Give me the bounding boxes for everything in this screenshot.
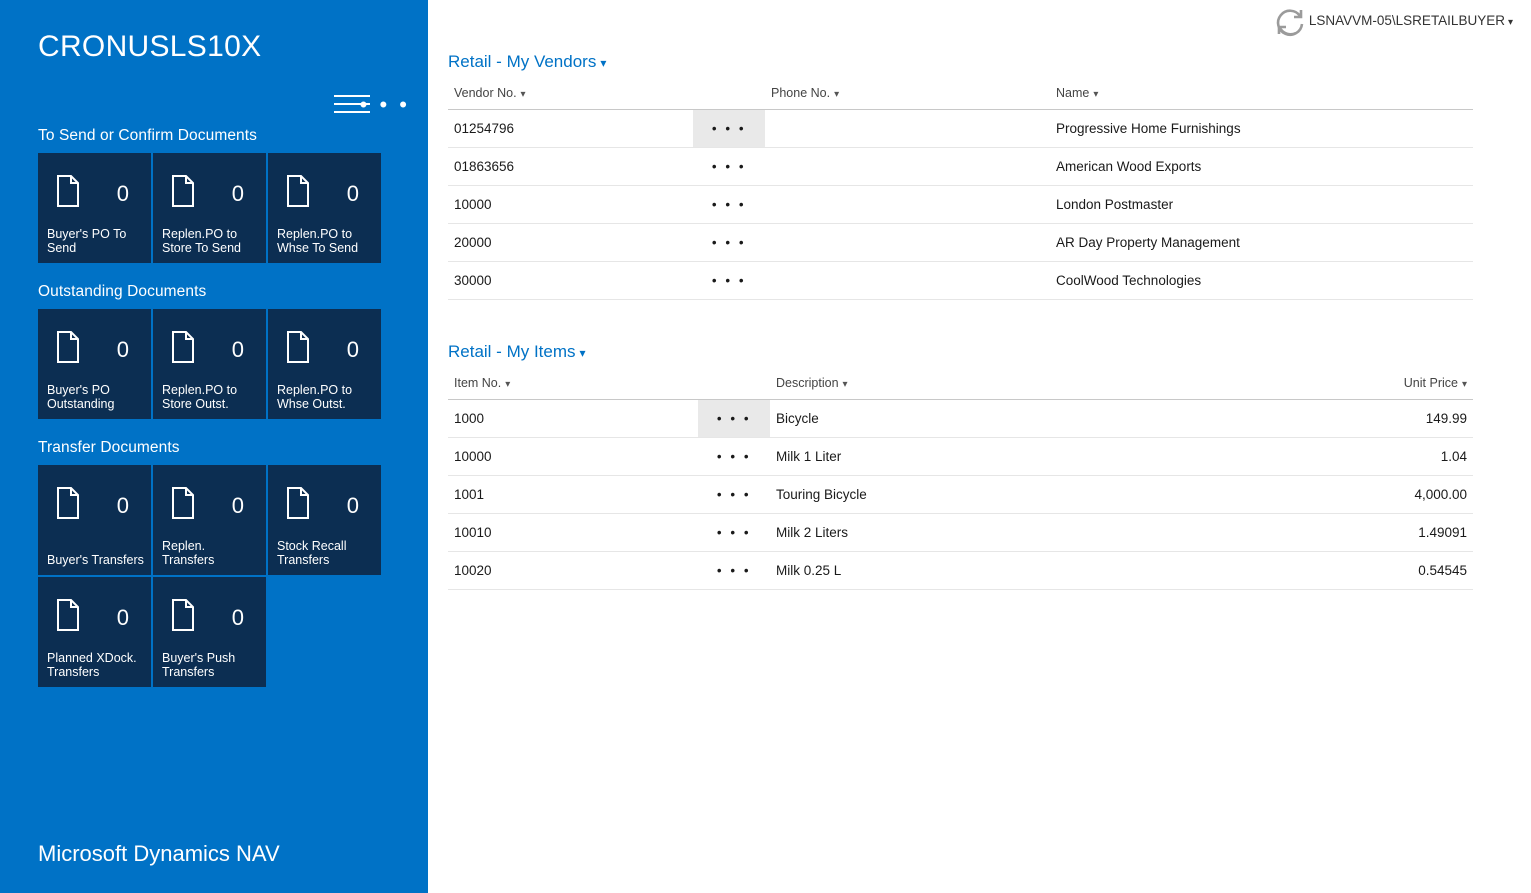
column-header-item-no[interactable]: [448, 376, 698, 400]
tile-replen-transfers[interactable]: [153, 465, 266, 575]
ellipsis-icon[interactable]: • • •: [359, 92, 410, 117]
items-table: [448, 376, 1473, 590]
document-icon: [286, 175, 310, 207]
cell-description[interactable]: Milk 1 Liter: [770, 438, 1213, 476]
group-title: Transfer Documents: [38, 439, 180, 456]
cell-description[interactable]: Touring Bicycle: [770, 476, 1213, 514]
cell-name[interactable]: CoolWood Technologies: [1050, 262, 1473, 300]
chevron-down-icon: ▾: [1507, 17, 1513, 28]
cell-vendor-no[interactable]: 10000: [448, 186, 693, 224]
cell-vendor-no[interactable]: 01863656: [448, 148, 693, 186]
cell-description[interactable]: Milk 0.25 L: [770, 552, 1213, 590]
tile-list: [38, 309, 418, 421]
tile-group-to-send: [38, 127, 418, 265]
column-header-phone-no[interactable]: [765, 86, 1050, 110]
cell-unit-price[interactable]: 1.04: [1213, 438, 1473, 476]
tile-list: [38, 465, 418, 689]
tile-list: [38, 153, 418, 265]
document-icon: [56, 331, 80, 363]
document-icon: [56, 487, 80, 519]
table-row[interactable]: [448, 438, 1473, 476]
chevron-down-icon: ▾: [579, 346, 586, 360]
column-label: Description: [776, 376, 839, 390]
chevron-down-icon: ▾: [520, 89, 526, 100]
tile-count: 0: [346, 493, 359, 518]
cell-name[interactable]: Progressive Home Furnishings: [1050, 110, 1473, 148]
table-row[interactable]: [448, 400, 1473, 438]
document-icon: [171, 599, 195, 631]
cell-vendor-no[interactable]: 20000: [448, 224, 693, 262]
cell-description[interactable]: Milk 2 Liters: [770, 514, 1213, 552]
tile-replen-po-whse-outst[interactable]: [268, 309, 381, 419]
vendors-table: [448, 86, 1473, 300]
document-icon: [171, 487, 195, 519]
product-name: Microsoft Dynamics NAV: [38, 841, 280, 866]
cell-item-no[interactable]: 1000: [448, 400, 698, 438]
user-account-menu[interactable]: [1309, 13, 1513, 28]
table-header-row: [448, 86, 1473, 110]
row-actions-button[interactable]: • • •: [693, 224, 765, 262]
tile-buyers-po-outstanding[interactable]: [38, 309, 151, 419]
tile-count: 0: [231, 181, 244, 206]
cell-name[interactable]: American Wood Exports: [1050, 148, 1473, 186]
column-header-description[interactable]: [770, 376, 1213, 400]
cell-phone-no[interactable]: [765, 148, 1050, 186]
tile-label: Buyer's Transfers: [47, 553, 144, 567]
tile-label: Replen.PO to Whse To Send: [277, 227, 359, 255]
table-row[interactable]: [448, 186, 1473, 224]
vendors-part-title[interactable]: [448, 52, 606, 72]
vendors-part-title-label: Retail - My Vendors: [448, 52, 597, 71]
chevron-down-icon: ▾: [505, 379, 511, 390]
tile-count: 0: [116, 181, 129, 206]
table-row[interactable]: [448, 552, 1473, 590]
tile-count: 0: [116, 605, 129, 630]
column-header-actions: [698, 376, 770, 400]
row-actions-button[interactable]: • • •: [693, 148, 765, 186]
tile-group-transfer: [38, 439, 418, 689]
cell-item-no[interactable]: 10020: [448, 552, 698, 590]
cell-item-no[interactable]: 10000: [448, 438, 698, 476]
column-label: Name: [1056, 86, 1090, 100]
table-row[interactable]: [448, 110, 1473, 148]
tile-label: Buyer's Push Transfers: [162, 651, 236, 679]
tile-group-outstanding: [38, 283, 418, 421]
cell-name[interactable]: London Postmaster: [1050, 186, 1473, 224]
cell-unit-price[interactable]: 149.99: [1213, 400, 1473, 438]
cell-vendor-no[interactable]: 30000: [448, 262, 693, 300]
table-row[interactable]: [448, 262, 1473, 300]
cell-item-no[interactable]: 1001: [448, 476, 698, 514]
column-header-actions: [693, 86, 765, 110]
table-row[interactable]: [448, 476, 1473, 514]
row-actions-button[interactable]: • • •: [698, 552, 770, 590]
tile-replen-po-whse-to-send[interactable]: [268, 153, 381, 263]
document-icon: [286, 487, 310, 519]
column-label: Unit Price: [1403, 376, 1458, 390]
chevron-down-icon: ▾: [600, 56, 607, 70]
sidebar: [0, 0, 428, 893]
tile-replen-po-store-outst[interactable]: [153, 309, 266, 419]
cell-name[interactable]: AR Day Property Management: [1050, 224, 1473, 262]
tile-label: Replen.PO to Whse Outst.: [277, 383, 353, 411]
tile-count: 0: [346, 337, 359, 362]
column-header-unit-price[interactable]: [1213, 376, 1473, 400]
cell-description[interactable]: Bicycle: [770, 400, 1213, 438]
tile-label: Planned XDock. Transfers: [47, 651, 137, 679]
document-icon: [171, 331, 195, 363]
company-title: CRONUSLS10X: [38, 30, 262, 63]
tile-label: Replen. Transfers: [162, 539, 215, 567]
column-label: Phone No.: [771, 86, 831, 100]
items-part-title[interactable]: [448, 342, 586, 362]
tile-label: Replen.PO to Store To Send: [162, 227, 241, 255]
column-header-name[interactable]: [1050, 86, 1473, 110]
chevron-down-icon: ▾: [1461, 379, 1467, 390]
cell-phone-no[interactable]: [765, 186, 1050, 224]
main-content: [428, 0, 1531, 893]
cell-unit-price[interactable]: 1.49091: [1213, 514, 1473, 552]
chevron-down-icon: ▾: [842, 379, 848, 390]
column-label: Item No.: [454, 376, 502, 390]
table-row[interactable]: [448, 148, 1473, 186]
table-header-row: [448, 376, 1473, 400]
items-part: [428, 342, 1531, 590]
tile-label: Buyer's PO To Send: [47, 227, 127, 255]
tile-label: Buyer's PO Outstanding: [47, 383, 115, 411]
tile-count: 0: [116, 493, 129, 518]
row-actions-button[interactable]: • • •: [698, 438, 770, 476]
user-account-label: LSNAVVM-05\LSRETAILBUYER: [1308, 13, 1505, 28]
cell-phone-no[interactable]: [765, 224, 1050, 262]
group-title: To Send or Confirm Documents: [38, 127, 258, 144]
cell-item-no[interactable]: 10010: [448, 514, 698, 552]
chevron-down-icon: ▾: [834, 89, 840, 100]
row-actions-button[interactable]: • • •: [698, 476, 770, 514]
tile-label: Stock Recall Transfers: [277, 539, 347, 567]
tile-buyers-transfers[interactable]: [38, 465, 151, 575]
document-icon: [171, 175, 195, 207]
row-actions-button[interactable]: • • •: [698, 400, 770, 438]
tile-count: 0: [231, 337, 244, 362]
chevron-down-icon: ▾: [1093, 89, 1099, 100]
cell-vendor-no[interactable]: 01254796: [448, 110, 693, 148]
column-label: Vendor No.: [454, 86, 517, 100]
vendors-part: [428, 52, 1531, 300]
row-actions-button[interactable]: • • •: [693, 110, 765, 148]
column-header-vendor-no[interactable]: [448, 86, 693, 110]
tile-buyers-push-transfers[interactable]: [153, 577, 266, 687]
tile-buyers-po-to-send[interactable]: [38, 153, 151, 263]
row-actions-button[interactable]: • • •: [693, 186, 765, 224]
tile-replen-po-store-to-send[interactable]: [153, 153, 266, 263]
row-actions-button[interactable]: • • •: [698, 514, 770, 552]
document-icon: [56, 175, 80, 207]
tile-stock-recall-transfers[interactable]: [268, 465, 381, 575]
tile-count: 0: [231, 605, 244, 630]
refresh-icon[interactable]: [1274, 6, 1306, 38]
cell-phone-no[interactable]: [765, 110, 1050, 148]
tile-planned-xdock-transfers[interactable]: [38, 577, 151, 687]
document-icon: [286, 331, 310, 363]
table-row[interactable]: [448, 514, 1473, 552]
tile-label: Replen.PO to Store Outst.: [162, 383, 238, 411]
items-part-title-label: Retail - My Items: [448, 342, 576, 361]
group-title: Outstanding Documents: [38, 283, 207, 300]
top-bar: [428, 0, 1531, 44]
tile-count: 0: [231, 493, 244, 518]
cell-unit-price[interactable]: 0.54545: [1213, 552, 1473, 590]
document-icon: [56, 599, 80, 631]
tile-count: 0: [116, 337, 129, 362]
row-actions-button[interactable]: • • •: [693, 262, 765, 300]
table-row[interactable]: [448, 224, 1473, 262]
cell-unit-price[interactable]: 4,000.00: [1213, 476, 1473, 514]
cell-phone-no[interactable]: [765, 262, 1050, 300]
tile-count: 0: [346, 181, 359, 206]
